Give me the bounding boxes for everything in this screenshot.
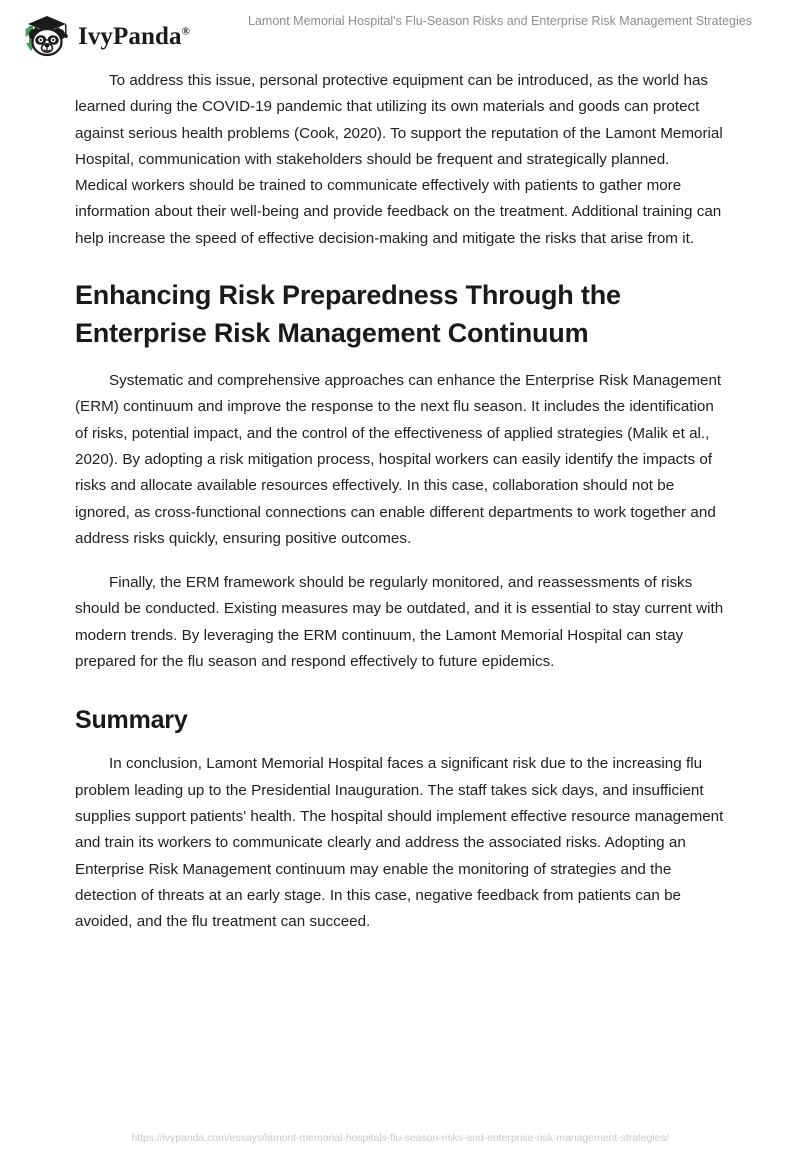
brand-wordmark <box>78 24 190 49</box>
panda-graduate-logo-icon <box>18 12 72 58</box>
page-header <box>0 0 800 68</box>
paragraph-ppe-communication: To address this issue, personal protective equipment can be introduced, as the world has learned during the COVID-19 pandemic that utilizing its own materials and goods can protect against serious health problems (Cook, 2020). To support the reputation of the Lamont Memorial Hospital, communication with stakeholders should be frequent and strategically planned. Medical workers should be trained to communicate effectively with patients to gather more information about their well-being and provide feedback on the treatment. Additional training can help increase the speed of effective decision-making and mitigate the risks that arise from it. <box>75 72 723 247</box>
paragraph-erm-monitoring: Finally, the ERM framework should be regularly monitored, and reassessments of risks should be conducted. Existing measures may be outdated, and it is essential to stay current with modern trends. By leveraging the ERM continuum, the Lamont Memorial Hospital can stay prepared for the flu season and respond effectively to future epidemics. <box>75 574 724 671</box>
document-header-title: Lamont Memorial Hospital's Flu-Season Risks and Enterprise Risk Management Strategies <box>248 14 752 28</box>
section-heading-summary: Summary <box>75 706 188 735</box>
brand-trademark-symbol: ® <box>181 25 190 38</box>
document-body <box>75 68 726 953</box>
brand-name-text: IvyPanda <box>78 22 182 50</box>
paragraph-systematic-approaches: Systematic and comprehensive approaches can enhance the Enterprise Risk Management (ERM) continuum and improve the response to the next flu season. It includes the identification of risks, potential impact, and the control of the effectiveness of applied strategies (Malik et al., 2020). By adopting a risk mitigation process, hospital workers can easily identify the impacts of risks and allocate available resources effectively. In this case, collaboration should not be ignored, as cross-functional connections can enable different departments to work together and address risks quickly, ensuring positive outcomes. <box>75 372 722 547</box>
section-heading-erm-continuum: Enhancing Risk Preparedness Through the Enterprise Risk Management Continuum <box>75 280 621 349</box>
paragraph-conclusion: In conclusion, Lamont Memorial Hospital faces a significant risk due to the increasing flu problem leading up to the Presidential Inauguration. The staff takes sick days, and insufficient supplies support patients' health. The hospital should implement effective resource management and train its workers to communicate clearly and address the associated risks. Adopting an Enterprise Risk Management continuum may enable the monitoring of strategies and the detection of threats at an early stage. In this case, negative feedback from patients can be avoided, and the flu treatment can succeed. <box>75 755 724 931</box>
source-url-link[interactable]: https://ivypanda.com/essays/lamont-memorial-hospitals-flu-season-risks-and-enterprise-risk-management-strategies/ <box>131 1132 669 1144</box>
ivypanda-brand-logo[interactable] <box>18 12 190 58</box>
page-footer <box>0 1128 800 1146</box>
